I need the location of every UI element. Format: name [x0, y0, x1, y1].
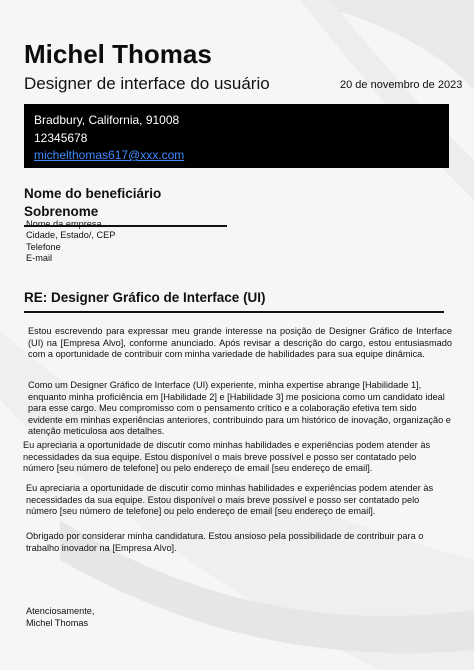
body-paragraph-thanks: Obrigado por considerar minha candidatura. Estou ansioso pela possibilidade de contribuir para o trabalho inovador na [Empresa Alvo].: [26, 531, 424, 553]
body-paragraph-intro: Estou escrevendo para expressar meu grande interesse na posição de Designer Gráfico de Interface (UI) na [Empresa Alvo], conforme anunciado. Após revisar a descrição do cargo, estou entusiasmado com a oportunidade de contribuir com minha variedade de habilidades para sua equipe dinâmica.: [28, 326, 452, 360]
letter-closing: [26, 606, 94, 629]
recipient-phone: Telefone: [26, 241, 61, 252]
letter-date: 20 de novembro de 2023: [340, 79, 463, 91]
candidate-name: Michel Thomas: [24, 39, 212, 69]
recipient-email: E-mail: [26, 252, 53, 263]
body-paragraph-availability-repeat: Eu apreciaria a oportunidade de discutir como minhas habilidades e experiências podem atender às necessidades da sua equipe. Estou disponível o mais breve possível e posso ser contatado pelo número [seu número de telefone] ou pelo endereço de email [seu endereço de email].: [26, 483, 434, 517]
body-paragraph-availability: Eu apreciaria a oportunidade de discutir como minhas habilidades e experiências podem atender às necessidades da sua equipe. Estou disponível o mais breve possível e posso ser contatado pelo número [seu número de telefone] ou pelo endereço de email [seu endereço de email].: [23, 440, 431, 474]
signature-name: Michel Thomas: [26, 617, 89, 628]
recipient-name-heading: Nome do beneficiário Sobrenome: [24, 185, 227, 227]
closing-salutation: Atenciosamente,: [26, 606, 95, 616]
body-paragraph-experience: Como um Designer Gráfico de Interface (UI) experiente, minha expertise abrange [Habilidade 1], enquanto minha proficiência em [Habilidade 2] e [Habilidade 3] me posiciona como um candidato ideal para esse cargo. Meu compromisso com o pensamento crítico e a colaboração efetiva tem sido evidente em minhas experiências anteriores, contribuindo para um histórico de inovação, organização e atenção meticulosa aos detalhes.: [28, 380, 451, 437]
contact-info-box: [24, 104, 449, 168]
recipient-details: [26, 219, 115, 264]
recipient-company: Nome da empresa: [26, 219, 102, 229]
contact-phone: 12345678: [34, 130, 88, 145]
recipient-city-state-zip: Cidade, Estado/, CEP: [26, 230, 116, 241]
job-title: Designer de interface do usuário: [24, 74, 270, 93]
subject-heading: RE: Designer Gráfico de Interface (UI): [24, 289, 444, 313]
contact-email-link[interactable]: michelthomas617@xxx.com: [34, 148, 185, 162]
contact-address: Bradbury, California, 91008: [34, 113, 180, 127]
